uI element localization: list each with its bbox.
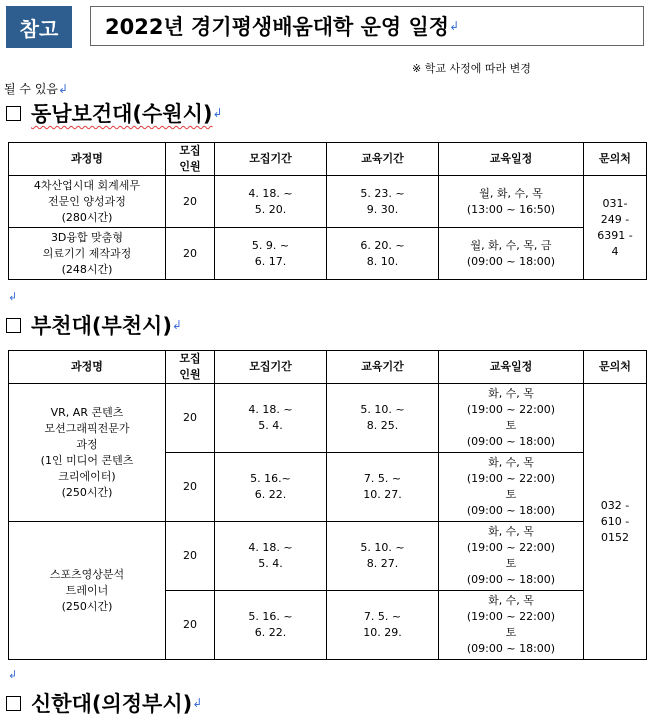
col-course-header: 과정명: [9, 351, 166, 384]
col-schedule-header: 교육일정: [439, 143, 584, 176]
schedule-table-1: [8, 142, 647, 280]
education-schedule: 화, 수, 목 (19:00 ~ 22:00) 토 (09:00 ~ 18:00): [439, 591, 584, 660]
table-row: [9, 176, 647, 228]
section-title-2: 부천대(부천시) ↲: [6, 310, 182, 340]
recruit-count: 20: [166, 453, 215, 522]
section-title-3: 신한대(의정부시) ↲: [6, 688, 202, 718]
table-header-row: [9, 351, 647, 384]
col-contact-header: 문의처: [584, 351, 647, 384]
paragraph-mark: ↲: [8, 668, 18, 681]
course-name: VR, AR 콘텐츠 모션그래픽전문가 과정 (1인 미디어 콘텐츠 크리에이터) (250시간): [9, 384, 166, 522]
note-text: ※ 학교 사정에 따라 변경: [412, 62, 531, 75]
col-contact-header: 문의처: [584, 143, 647, 176]
col-recruit-header: 모집기간: [215, 143, 327, 176]
badge-reference: 참고: [6, 6, 72, 48]
education-schedule: 월, 화, 수, 목, 금 (09:00 ~ 18:00): [439, 228, 584, 280]
recruit-period: 4. 18. ~ 5. 4.: [215, 522, 327, 591]
recruit-count: 20: [166, 228, 215, 280]
note-continuation: 될 수 있음↲: [4, 82, 69, 96]
recruit-count: 20: [166, 176, 215, 228]
col-schedule-header: 교육일정: [439, 351, 584, 384]
education-period: 7. 5. ~ 10. 27.: [327, 453, 439, 522]
checkbox-icon: [6, 106, 21, 121]
recruit-period: 5. 16. ~ 6. 22.: [215, 591, 327, 660]
title-text: 2022년 경기평생배움대학 운영 일정: [105, 15, 450, 39]
col-edu-header: 교육기간: [327, 351, 439, 384]
table-row: [9, 228, 647, 280]
col-course-header: 과정명: [9, 143, 166, 176]
education-period: 6. 20. ~ 8. 10.: [327, 228, 439, 280]
course-name: 4차산업시대 회계세무 전문인 양성과정 (280시간): [9, 176, 166, 228]
education-schedule: 화, 수, 목 (19:00 ~ 22:00) 토 (09:00 ~ 18:00): [439, 384, 584, 453]
contact: 031- 249 - 6391 - 4: [584, 176, 647, 280]
col-count-header: 모집 인원: [166, 143, 215, 176]
education-period: 5. 10. ~ 8. 27.: [327, 522, 439, 591]
col-edu-header: 교육기간: [327, 143, 439, 176]
education-period: 5. 10. ~ 8. 25.: [327, 384, 439, 453]
recruit-period: 4. 18. ~ 5. 4.: [215, 384, 327, 453]
education-schedule: 화, 수, 목 (19:00 ~ 22:00) 토 (09:00 ~ 18:00): [439, 453, 584, 522]
checkbox-icon: [6, 318, 21, 333]
recruit-period: 5. 16.~ 6. 22.: [215, 453, 327, 522]
recruit-period: 4. 18. ~ 5. 20.: [215, 176, 327, 228]
education-schedule: 월, 화, 수, 목 (13:00 ~ 16:50): [439, 176, 584, 228]
col-recruit-header: 모집기간: [215, 351, 327, 384]
recruit-count: 20: [166, 522, 215, 591]
page-title: [90, 6, 644, 46]
return-mark: ↲: [449, 19, 460, 33]
schedule-table-2: [8, 350, 647, 660]
education-period: 7. 5. ~ 10. 29.: [327, 591, 439, 660]
recruit-count: 20: [166, 591, 215, 660]
education-schedule: 화, 수, 목 (19:00 ~ 22:00) 토 (09:00 ~ 18:00): [439, 522, 584, 591]
checkbox-icon: [6, 696, 21, 711]
course-name: 스포츠영상분석 트레이너 (250시간): [9, 522, 166, 660]
col-count-header: 모집 인원: [166, 351, 215, 384]
course-name: 3D융합 맞춤형 의료기기 제작과정 (248시간): [9, 228, 166, 280]
education-period: 5. 23. ~ 9. 30.: [327, 176, 439, 228]
table-row: [9, 384, 647, 453]
contact: 032 - 610 - 0152: [584, 384, 647, 660]
table-header-row: [9, 143, 647, 176]
paragraph-mark: ↲: [8, 290, 18, 303]
recruit-period: 5. 9. ~ 6. 17.: [215, 228, 327, 280]
recruit-count: 20: [166, 384, 215, 453]
section-title-1: 동남보건대(수원시) ↲: [6, 98, 223, 128]
table-row: [9, 522, 647, 591]
